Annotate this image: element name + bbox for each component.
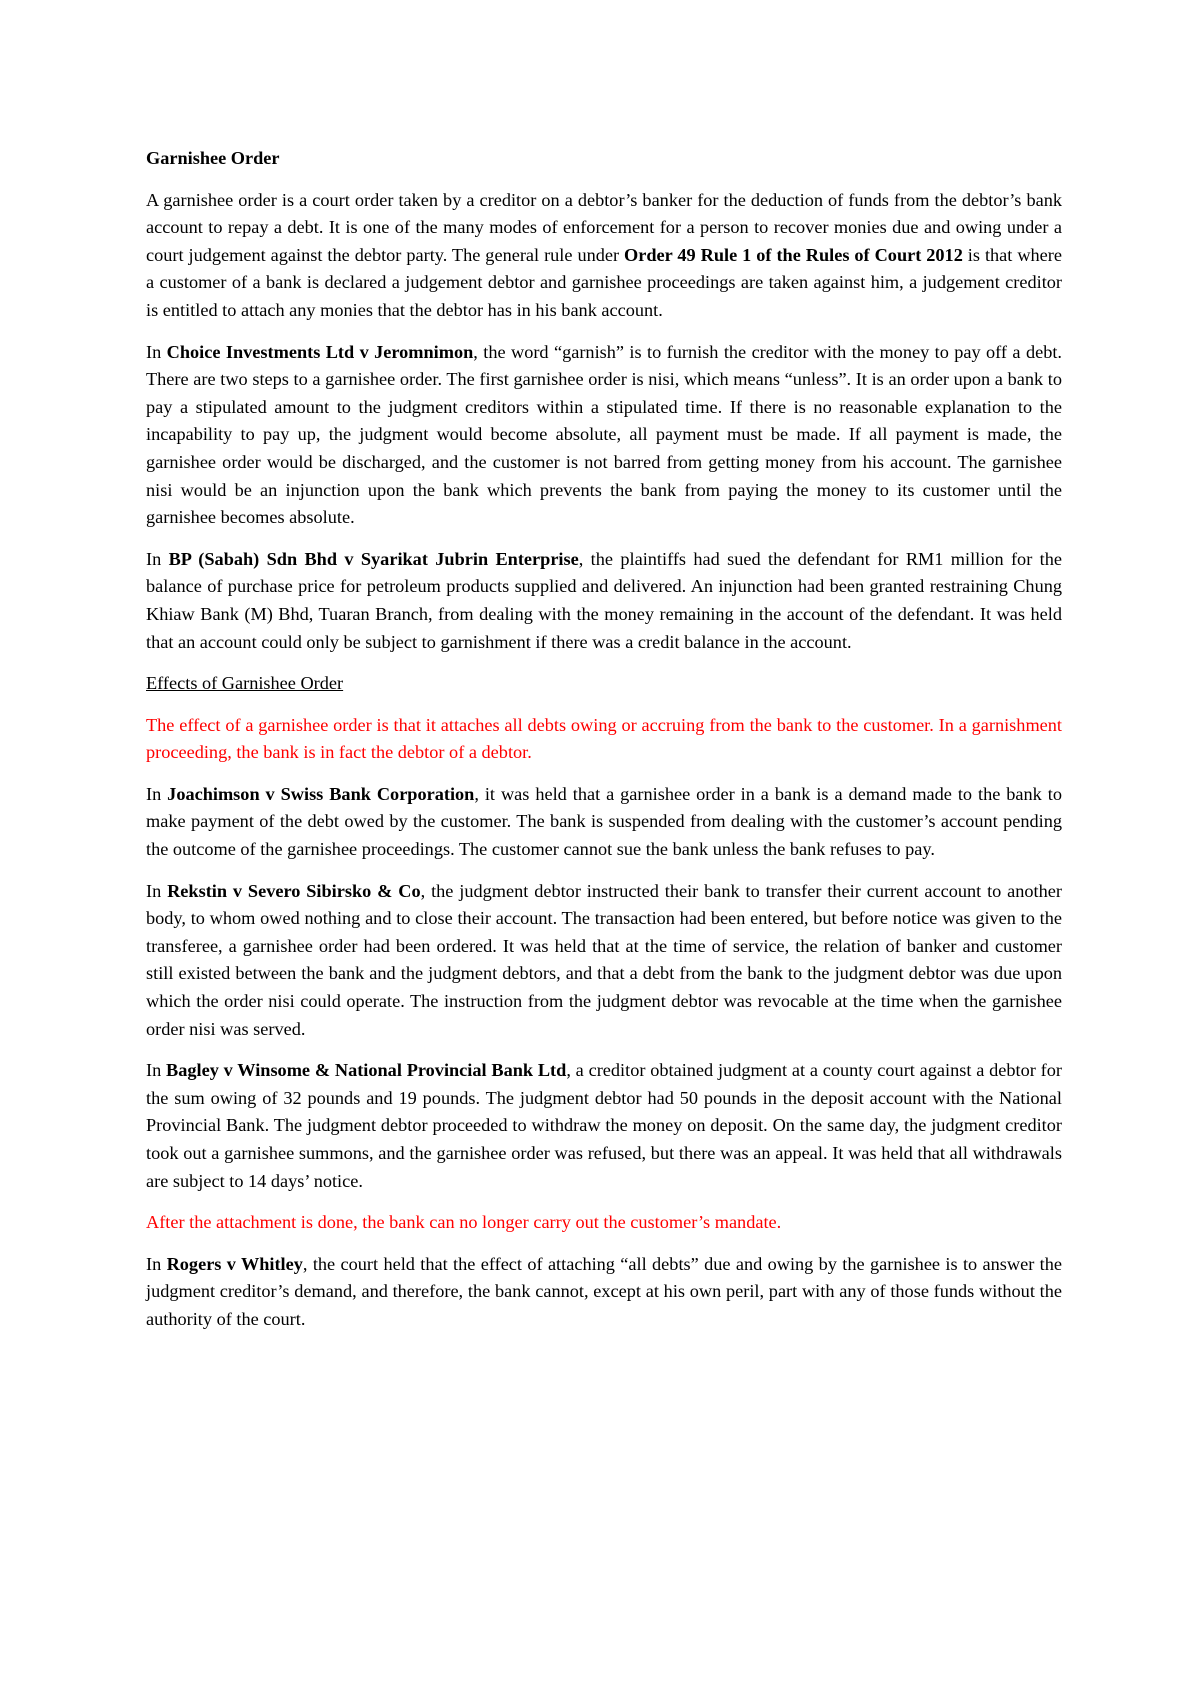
document-title: Garnishee Order xyxy=(146,148,280,168)
paragraph-text: In xyxy=(146,1253,167,1274)
paragraph-text: A garnishee order is a court order taken by a creditor on a debtor’s banker for the deduction of funds from the debtor’s bank account to repay a debt. It is one of the many modes of enforcement for a person to recover monies due and owing under a court judgement against the debtor party. The general rule under xyxy=(146,189,1062,265)
case-name: Rogers v Whitley xyxy=(166,1253,303,1274)
paragraph-text: In xyxy=(146,783,168,804)
case-name: Joachimson v Swiss Bank Corporation xyxy=(167,783,475,804)
paragraph-text: , it was held that a garnishee order in a bank is a demand made to the bank to make payment of the debt owed by the customer. The bank is suspended from dealing with the customer’s account pending the outcome of the garnishee proceedings. The customer cannot sue the bank unless the bank refuses to pay. xyxy=(146,783,1062,860)
highlighted-paragraph-effect: The effect of a garnishee order is that it attaches all debts owing or accruing from the bank to the customer. In a garnishment proceeding, the bank is in fact the debtor of a debtor. xyxy=(146,714,1062,763)
section-subheading: Effects of Garnishee Order xyxy=(146,673,344,694)
case-name: Bagley v Winsome & National Provincial Bank Ltd xyxy=(166,1060,567,1081)
paragraph-bp-sabah xyxy=(146,546,1062,656)
paragraph-rekstin xyxy=(146,878,1062,1044)
paragraph-text: , the judgment debtor instructed their bank to transfer their current account to another body, to whom owed nothing and to close their account. The transaction had been entered, but before notice was given to the transferee, a garnishee order had been ordered. It was held that at the time of service, the relation of banker and customer still existed between the bank and the judgment debtors, and that a debt from the bank to the judgment debtor was due upon which the order nisi could operate. The instruction from the judgment debtor was revocable at the time when the garnishee order nisi was served. xyxy=(146,880,1062,1039)
statute-reference: Order 49 Rule 1 of the Rules of Court 2012 xyxy=(624,244,963,265)
paragraph-bagley xyxy=(146,1057,1062,1195)
paragraph-text: In xyxy=(146,548,169,569)
paragraph-text: is that where a customer of a bank is declared a judgement debtor and garnishee proceedings are taken against him, a judgement creditor is entitled to attach any monies that the debtor has in his bank account. xyxy=(146,244,1062,320)
paragraph-text: In xyxy=(146,880,168,901)
highlighted-paragraph-mandate: After the attachment is done, the bank can no longer carry out the customer’s mandate. xyxy=(146,1212,782,1233)
case-name: Rekstin v Severo Sibirsko & Co xyxy=(167,880,421,901)
paragraph-text: , a creditor obtained judgment at a county court against a debtor for the sum owing of 32 pounds and 19 pounds. The judgment debtor had 50 pounds in the deposit account with the National Provincial Bank. The judgment debtor proceeded to withdraw the money on deposit. On the same day, the judgment creditor took out a garnishee summons, and the garnishee order was refused, but there was an appeal. It was held that all withdrawals are subject to 14 days’ notice. xyxy=(146,1060,1062,1191)
paragraph-text: In xyxy=(146,341,167,362)
case-name: BP (Sabah) Sdn Bhd v Syarikat Jubrin Enterprise xyxy=(168,548,579,569)
paragraph-choice-investments xyxy=(146,339,1062,532)
paragraph-definition xyxy=(146,187,1062,325)
document-body xyxy=(146,145,1062,1348)
paragraph-text: , the word “garnish” is to furnish the creditor with the money to pay off a debt. There are two steps to a garnishee order. The first garnishee order is nisi, which means “unless”. It is an order upon a bank to pay a stipulated amount to the judgment creditors within a stipulated time. If there is no reasonable explanation to the incapability to pay up, the judgment would become absolute, all payment must be made. If all payment is made, the garnishee order would be discharged, and the customer is not barred from getting money from his account. The garnishee nisi would be an injunction upon the bank which prevents the bank from paying the money to its customer until the garnishee becomes absolute. xyxy=(146,341,1062,528)
case-name: Choice Investments Ltd v Jeromnimon xyxy=(166,341,474,362)
paragraph-text: In xyxy=(146,1060,167,1081)
paragraph-text: , the court held that the effect of attaching “all debts” due and owing by the garnishee is to answer the judgment creditor’s demand, and therefore, the bank cannot, except at his own peril, part with any of those funds without the authority of the court. xyxy=(146,1253,1062,1329)
paragraph-rogers xyxy=(146,1251,1062,1334)
paragraph-text: , the plaintiffs had sued the defendant for RM1 million for the balance of purchase price for petroleum products supplied and delivered. An injunction had been granted restraining Chung Khiaw Bank (M) Bhd, Tuaran Branch, from dealing with the money remaining in the account of the defendant. It was held that an account could only be subject to garnishment if there was a credit balance in the account. xyxy=(146,548,1062,652)
paragraph-joachimson xyxy=(146,781,1062,864)
